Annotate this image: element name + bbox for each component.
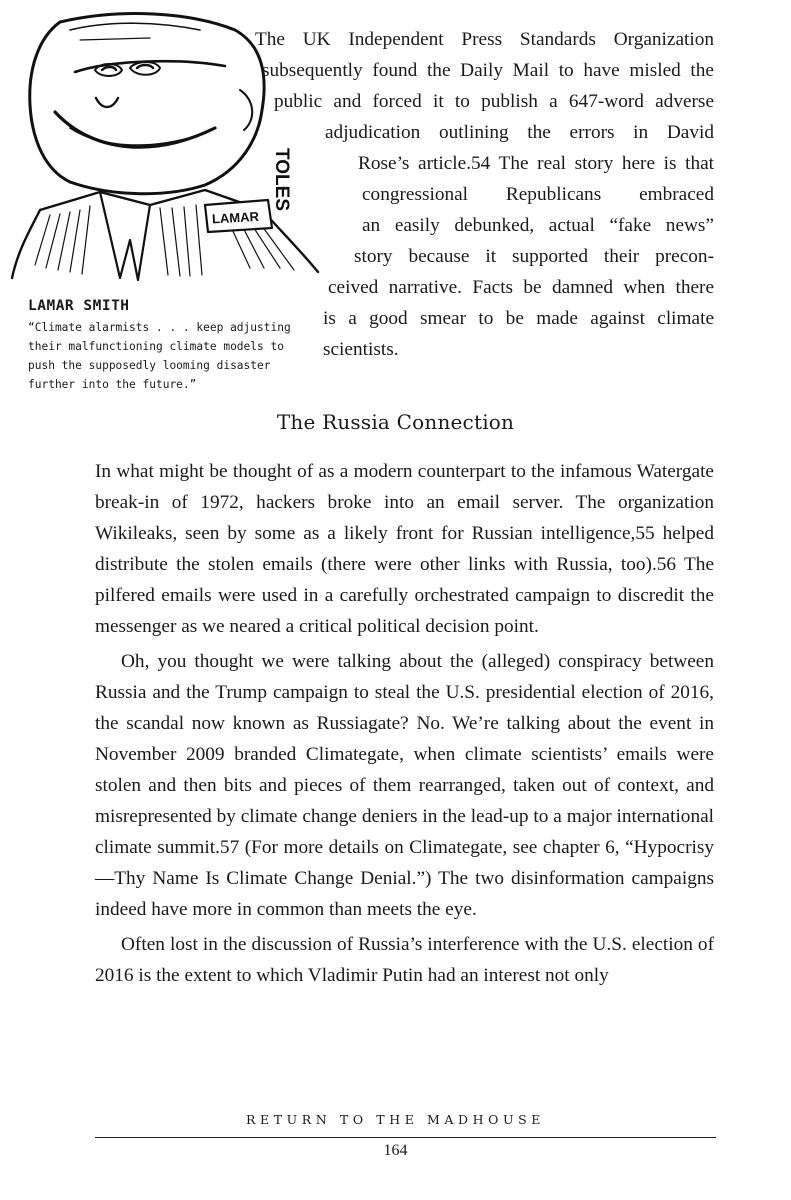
- footer-rule: [95, 1137, 716, 1138]
- caption-name: LAMAR SMITH: [28, 298, 130, 314]
- paragraph: Oh, you thought we were talking about the (alleged) conspiracy between Russia and the Trump campaign to steal the U.S. presidential election of 2016, the scandal now known as Russiagate? No. We’re talking about the event in November 2009 branded Climategate, when climate scientists’ emails were stolen and then bits and pieces of them rearranged, taken out of context, and misrepresented by climate change deniers in the lead-up to a major international climate summit.57 (For more details on Climategate, see chapter 6, “Hypocrisy—Thy Name Is Climate Change Denial.”) The two disinformation campaigns indeed have more in common than meets the eye.: [95, 651, 714, 920]
- cartoon-nameplate: LAMAR: [211, 208, 260, 227]
- cartoon-caption: [28, 298, 303, 394]
- paragraph: In what might be thought of as a modern counterpart to the infamous Watergate break-in of 1972, hackers broke into an email server. The organization Wikileaks, seen by some as a likely front for Russian intelligence,55 helped distribute the stolen emails (there were other links with Russia, too).56 The pilfered emails were used in a carefully orchestrated campaign to discredit the messenger as we neared a critical political decision point.: [95, 461, 714, 637]
- wrapped-line: scientists.: [323, 339, 399, 360]
- wrapped-line: is a good smear to be made against climate: [323, 308, 714, 329]
- caption-quote: “Climate alarmists . . . keep adjusting their malfunctioning climate models to push the supposedly looming disaster further into the future.”: [28, 321, 291, 391]
- wrapped-line: an easily debunked, actual “fake news”: [362, 215, 714, 236]
- wrapped-line: ceived narrative. Facts be damned when there: [328, 277, 714, 298]
- wrapped-line: The UK Independent Press Standards Organization: [255, 29, 714, 50]
- page-number: 164: [383, 1142, 408, 1159]
- cartoonist-signature: TOLES: [271, 148, 292, 211]
- running-head: RETURN TO THE MADHOUSE: [245, 1112, 546, 1127]
- wrapped-line: story because it supported their precon-: [354, 246, 714, 267]
- wrapped-line: Rose’s article.54 The real story here is that: [358, 153, 714, 174]
- wrapped-line: subsequently found the Daily Mail to have misled the: [262, 60, 714, 81]
- wrapped-line: public and forced it to publish a 647-word adverse: [274, 91, 714, 112]
- body-text: [95, 456, 714, 991]
- wrapped-line: congressional Republicans embraced: [362, 184, 714, 205]
- section-heading: The Russia Connection: [276, 410, 515, 434]
- paragraph: Often lost in the discussion of Russia’s interference with the U.S. election of 2016 is the extent to which Vladimir Putin had an interest not only: [95, 934, 714, 986]
- wrapped-line: adjudication outlining the errors in David: [325, 122, 714, 143]
